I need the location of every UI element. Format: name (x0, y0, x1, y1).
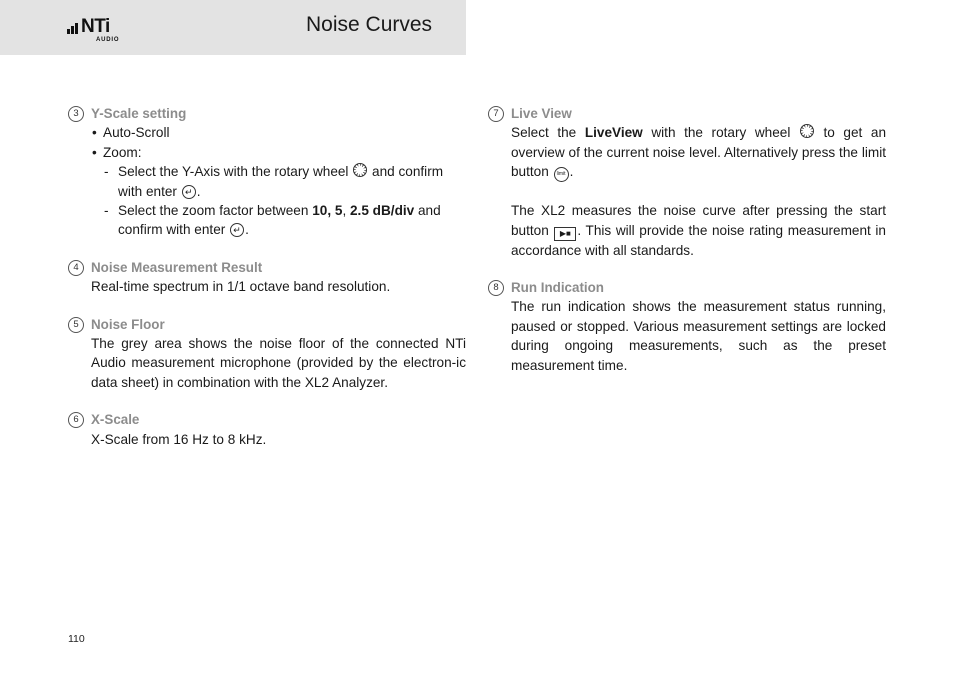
section-number: 3 (68, 106, 84, 122)
text-run: Select the (511, 125, 577, 141)
section-title: Noise Floor (91, 316, 165, 332)
page-number: 110 (68, 633, 85, 645)
section-title: Noise Measurement Result (91, 259, 263, 275)
section-x-scale (68, 410, 466, 449)
dash-item (91, 201, 466, 240)
page-title: Noise Curves (306, 13, 433, 36)
section-title: Y-Scale setting (91, 106, 187, 121)
dash-text: and confirm with enter (118, 203, 441, 238)
section-title: X-Scale (91, 412, 140, 428)
enter-key-icon: ↵ (182, 185, 196, 199)
section-text (511, 123, 886, 182)
bullet-item (91, 123, 466, 142)
section-y-scale-setting (68, 104, 466, 240)
text-run: to get an overview of the current noise level. Alternatively press the limit button (511, 125, 887, 180)
rotary-wheel-icon (800, 124, 814, 138)
text-run: The XL2 measures the noise curve after pressing the start button (511, 203, 886, 238)
section-noise-measurement-result (68, 258, 466, 297)
right-column (488, 104, 886, 393)
start-stop-button-icon: ▶■ (554, 227, 576, 241)
zoom-values: 10, 5 (312, 203, 343, 219)
section-text: Real-time spectrum in 1/1 octave band resolution. (91, 279, 391, 295)
liveview-label: LiveView (584, 125, 643, 141)
section-title: Live View (511, 106, 572, 121)
section-number: 5 (68, 317, 84, 333)
punctuation: . (569, 164, 574, 180)
logo-subtext: AUDIO (96, 37, 120, 43)
bullet-text: Auto-Scroll (103, 125, 170, 141)
section-noise-floor (68, 315, 466, 393)
limit-button-icon: limit (554, 167, 569, 182)
nti-audio-logo (67, 18, 127, 44)
section-text (511, 201, 886, 260)
dash-text: and confirm with enter (118, 164, 444, 199)
bullet-text: Zoom: (103, 144, 142, 160)
zoom-values: 2.5 dB/div (350, 203, 415, 219)
text-run: with the rotary wheel (651, 125, 791, 141)
dash-item (91, 162, 466, 201)
section-title: Run Indication (511, 280, 604, 296)
section-number: 4 (68, 260, 84, 276)
section-text: X-Scale from 16 Hz to 8 kHz. (91, 431, 267, 447)
punctuation: . (245, 222, 249, 238)
section-number: 7 (488, 106, 504, 122)
punctuation: . (196, 183, 201, 199)
section-text: The grey area shows the noise floor of the connected NTi Audio measurement microphone (provided by the electron-ic data sheet) in combination with the XL2 Analyzer. (91, 336, 466, 390)
section-number: 6 (68, 412, 84, 428)
logo-text: NTi (81, 16, 110, 37)
text-run: . This will provide the noise rating measurement in accordance with all standards. (511, 222, 886, 258)
section-text: The run indication shows the measurement status running, paused or stopped. Various measurement settings are locked during ongoing measurements, such as the preset measurement time. (511, 299, 886, 373)
left-column (68, 104, 466, 467)
enter-key-icon: ↵ (230, 223, 244, 237)
punctuation: , (342, 203, 347, 219)
section-run-indication (488, 278, 886, 375)
section-live-view (488, 104, 886, 260)
rotary-wheel-icon (353, 163, 367, 177)
section-number: 8 (488, 280, 504, 296)
paragraph-spacer (511, 182, 886, 201)
dash-text: Select the Y-Axis with the rotary wheel (118, 164, 349, 180)
logo-bars-icon (67, 23, 81, 34)
dash-text: Select the zoom factor between (118, 203, 309, 219)
header-band (0, 0, 466, 55)
bullet-item (91, 143, 466, 162)
